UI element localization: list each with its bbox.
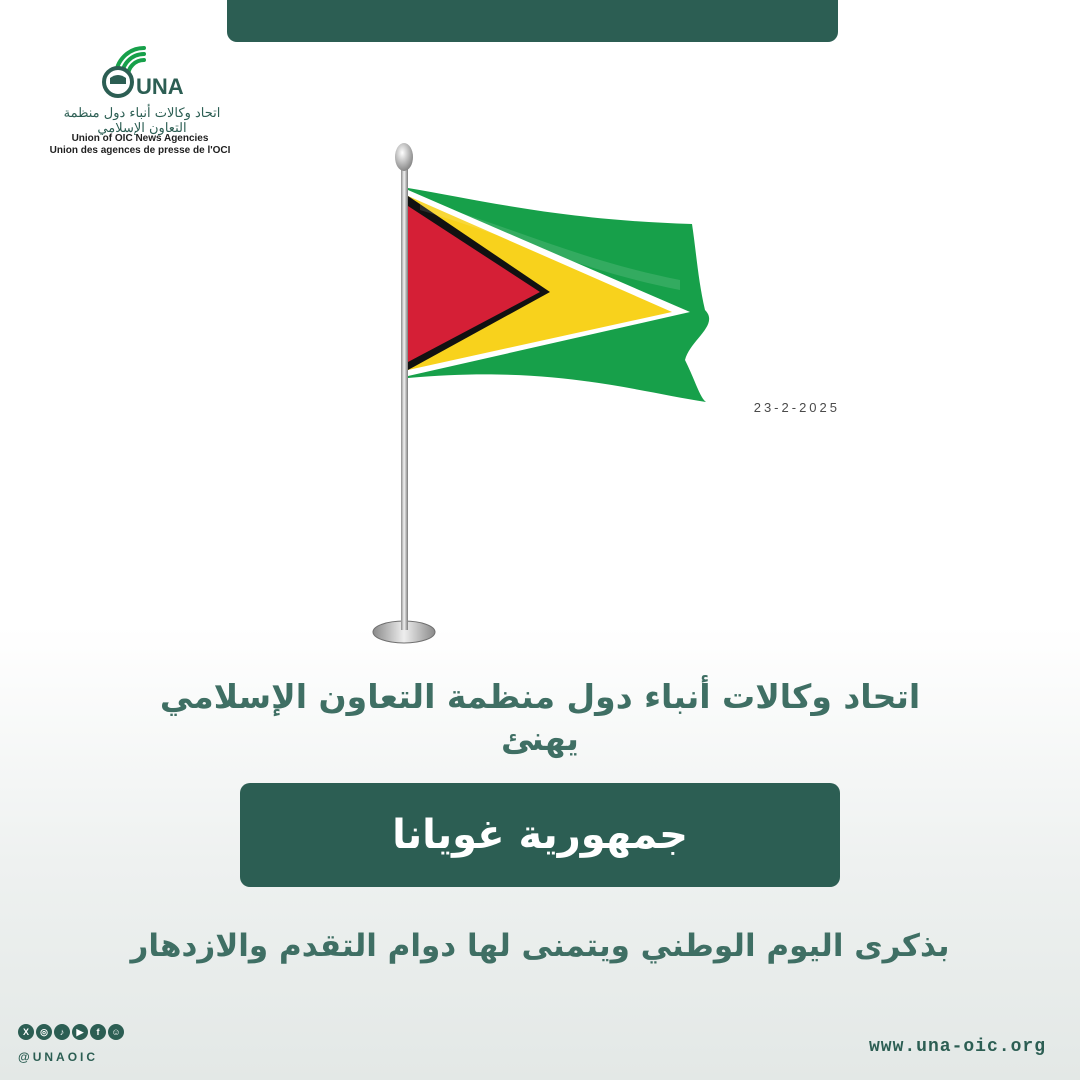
guyana-flag-illustration (360, 140, 710, 655)
headline (140, 676, 940, 760)
headline-line-1: اتحاد وكالات أنباء دول منظمة التعاون الإسلامي (159, 677, 921, 716)
logo-arabic-name: اتحاد وكالات أنباء دول منظمة التعاون الإسلامي (63, 106, 221, 136)
logo-french-name: Union des agences de presse de l'OCI (49, 145, 231, 156)
tiktok-icon[interactable]: ♪ (54, 1024, 70, 1040)
guyana-flag (408, 188, 709, 402)
facebook-icon[interactable]: f (90, 1024, 106, 1040)
una-logo-mark (100, 44, 230, 100)
headline-line-2: يهنئ (501, 719, 579, 758)
snapchat-icon[interactable]: ☺ (108, 1024, 124, 1040)
logo-english-name: Union of OIC News Agencies (71, 133, 209, 144)
date-label: 23-2-2025 (753, 400, 840, 415)
social-icons (18, 1024, 124, 1040)
instagram-icon[interactable]: ◎ (36, 1024, 52, 1040)
country-name: جمهورية غويانا (392, 812, 688, 858)
youtube-icon[interactable]: ▶ (72, 1024, 88, 1040)
una-logo (40, 44, 240, 164)
social-handle[interactable]: @UNAOIC (18, 1050, 99, 1064)
country-banner (240, 783, 840, 887)
congratulation-message: بذكرى اليوم الوطني ويتمنى لها دوام التقدم والازدهار (130, 928, 950, 964)
top-banner-bar (227, 0, 838, 42)
svg-text:UNA: UNA (136, 74, 184, 99)
x-icon[interactable]: X (18, 1024, 34, 1040)
website-link[interactable]: www.una-oic.org (868, 1037, 1046, 1057)
